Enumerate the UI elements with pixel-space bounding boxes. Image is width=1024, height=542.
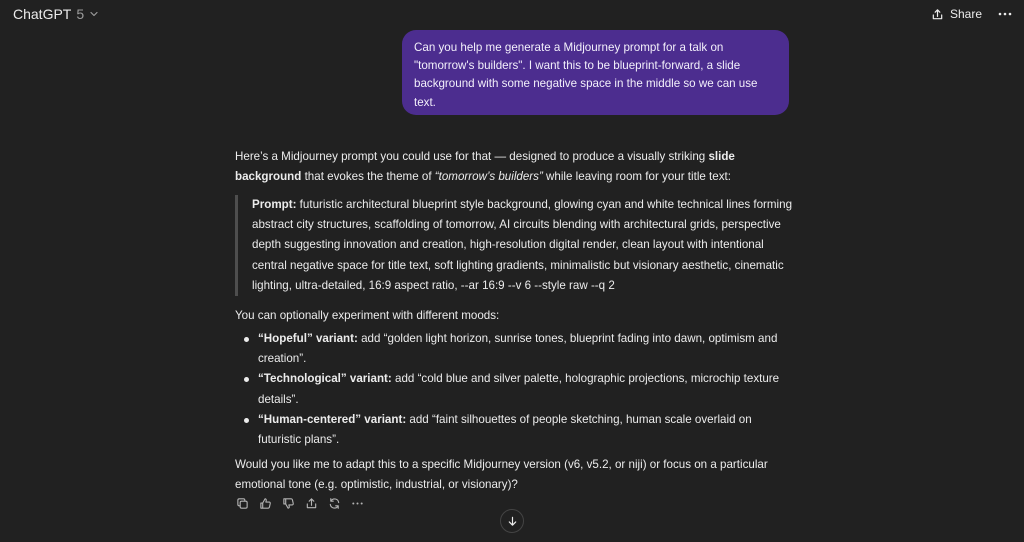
assistant-intro [235,147,795,187]
prompt-text: futuristic architectural blueprint style background, glowing cyan and white technical lines forming abstract city structures, scaffolding of tomorrow, AI circuits blending with architectural grids, perspective depth suggesting innovation and creation, high-resolution digital render, clean layout with intentional central negative space for title text, soft lighting gradients, minimalistic but visionary aesthetic, cinematic lighting, ultra-detailed, 16:9 aspect ratio, --ar 16:9 --v 6 --style raw --q 2 [252,198,793,292]
more-options-button[interactable] [997,6,1013,22]
thumbs-down-button[interactable] [281,496,296,511]
model-version: 5 [76,6,85,22]
variant-text: add “faint silhouettes of people sketching, human scale overlaid on futuristic plans”. [258,412,752,447]
model-name: ChatGPT [13,6,72,22]
variants-list [235,329,795,450]
moods-intro: You can optionally experiment with different moods: [235,309,500,323]
variant-text: add “cold blue and silver palette, holographic projections, microchip texture details”. [258,372,780,406]
intro-text-1: Here’s a Midjourney prompt you could use for that — designed to produce a visually striking [235,150,709,163]
share-button[interactable] [931,7,982,21]
assistant-closing: Would you like me to adapt this to a specific Midjourney version (v6, v5.2, or niji) or focus on a particular emotional tone (e.g. optimistic, industrial, or visionary)? [235,458,768,492]
ellipsis-icon [997,6,1013,22]
chevron-down-icon [89,9,99,19]
copy-button[interactable] [235,496,250,511]
intro-italic: “tomorrow’s builders” [434,170,543,183]
share-message-button[interactable] [304,496,319,511]
thumbs-down-icon [282,497,295,510]
list-item [235,329,795,369]
thumbs-up-icon [259,497,272,510]
list-item [235,410,795,450]
refresh-icon [328,497,341,510]
prompt-blockquote [235,195,795,296]
prompt-label: Prompt: [252,198,297,211]
list-item [235,369,795,409]
variant-label: “Human-centered” variant: [258,412,407,426]
regenerate-button[interactable] [327,496,342,511]
top-bar [0,0,1024,30]
share-icon [931,8,944,21]
share-label: Share [950,7,983,21]
share-icon [305,497,318,510]
variant-label: “Technological” variant: [258,372,392,386]
user-message-text: Can you help me generate a Midjourney prompt for a talk on "tomorrow's builders". I want this to be blueprint-forward, a slide background with some negative space in the middle so we can use text. [414,41,758,109]
variant-text: add “golden light horizon, sunrise tones, blueprint fading into dawn, optimism and creation”. [258,332,778,366]
variant-label: “Hopeful” variant: [258,332,358,346]
scroll-to-bottom-button[interactable] [500,509,524,533]
ellipsis-icon [351,497,364,510]
intro-text-3: while leaving room for your title text: [542,170,731,183]
intro-text-2: that evokes the theme of [301,170,435,183]
intro-bold: slide background [235,150,735,183]
arrow-down-icon [507,516,518,527]
message-actions [235,496,365,511]
copy-icon [236,497,249,510]
user-message-bubble [402,30,789,115]
assistant-message [235,147,795,495]
more-actions-button[interactable] [350,496,365,511]
model-selector[interactable] [13,6,99,22]
thumbs-up-button[interactable] [258,496,273,511]
